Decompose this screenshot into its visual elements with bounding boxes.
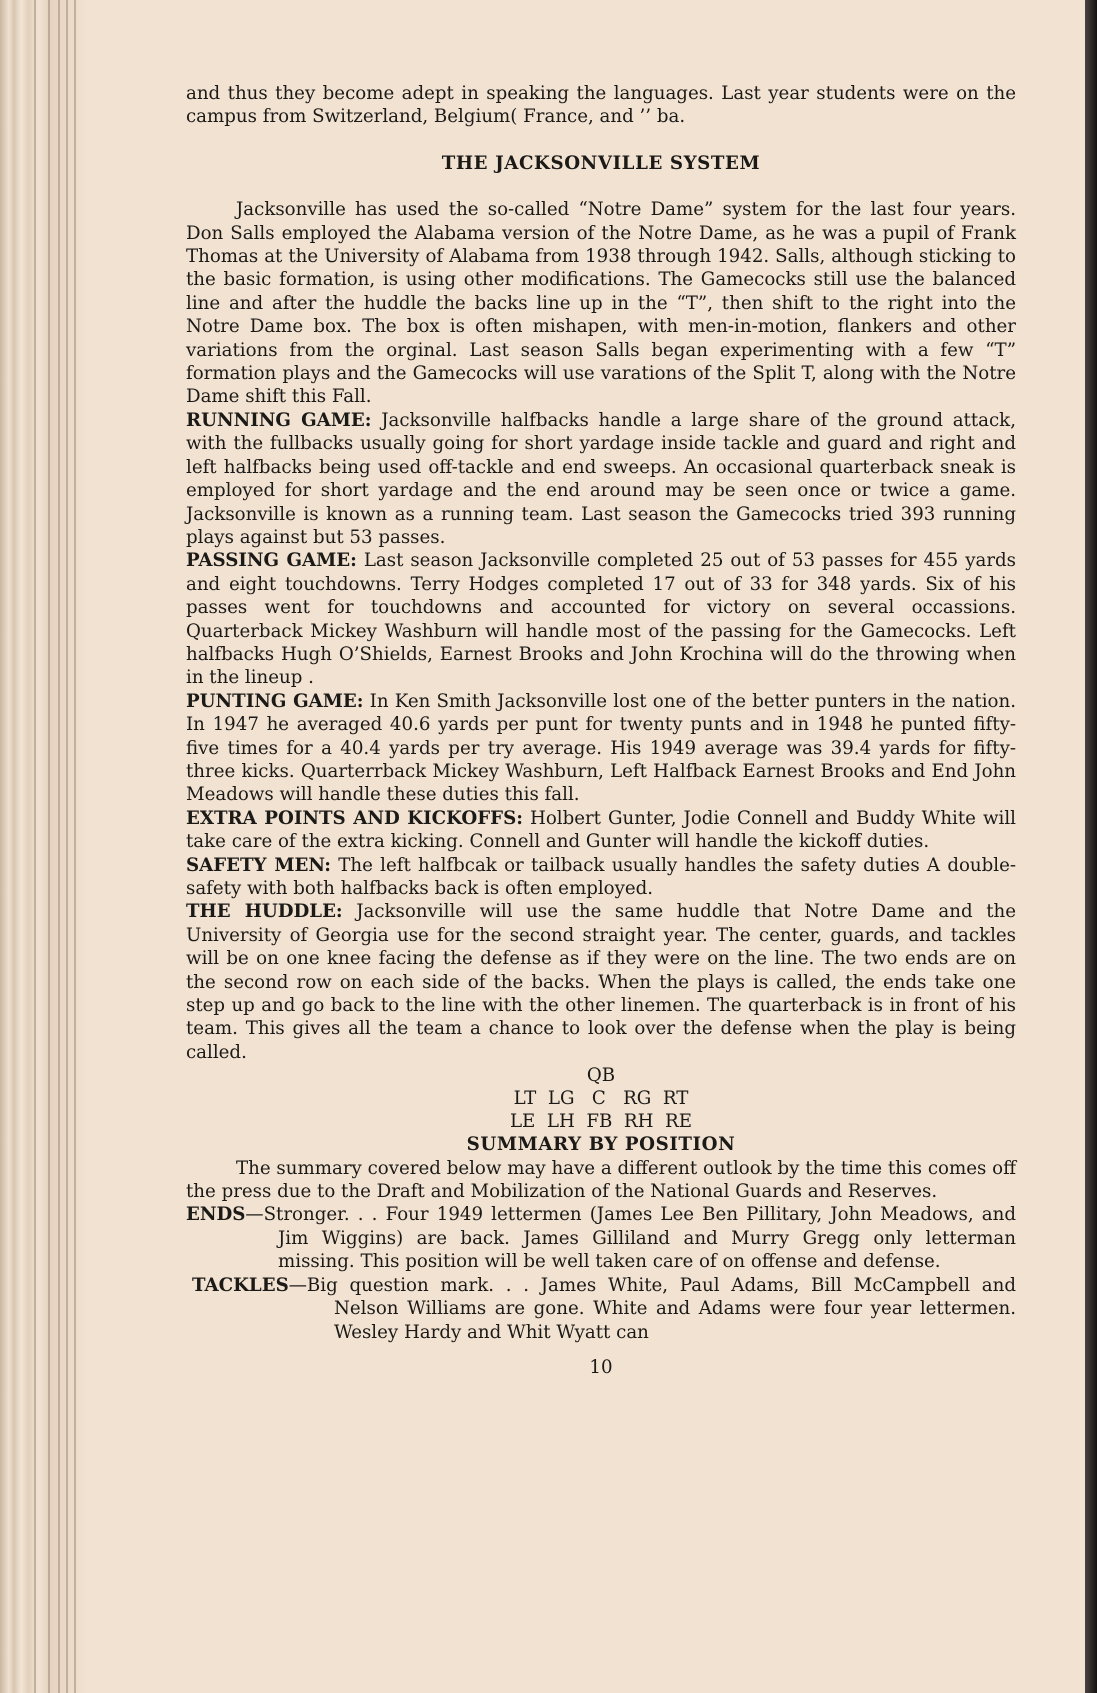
passing-game-text: Last season Jacksonville completed 25 out of 53 passes for 455 yards and eight touchdowns. Terry Hodges completed 17 out of 33 for 348 yards. Six of his passes went for touchdowns and accounted for victory on several occassions. Quarterback Mickey Washburn will handle most of the passing for the Gamecocks. Left halfbacks Hugh O’Shields, Earnest Brooks and John Krochina will do the throwing when in the lineup . — [186, 550, 1016, 689]
punting-game-paragraph — [186, 690, 1016, 807]
extra-points-heading: EXTRA POINTS AND KICKOFFS: — [186, 807, 523, 829]
scan-shadow-edge — [1085, 0, 1097, 1693]
tackles-heading: TACKLES — [192, 1274, 289, 1296]
ends-paragraph — [186, 1203, 1016, 1273]
punting-game-heading: PUNTING GAME: — [186, 690, 364, 712]
page-number: 10 — [589, 1356, 613, 1378]
section-title: THE JACKSONVILLE SYSTEM — [441, 152, 761, 174]
running-game-text: Jacksonville halfbacks handle a large share of the ground attack, with the fullbacks usually going for short yardage inside tackle and guard and right and left halfbacks being used off-tackle and end sweeps. An occasional quarterback sneak is employed for short yardage and the end around may be seen once or twice a game. Jacksonville is known as a running team. Last season the Gamecocks tried 393 running plays against but 53 passes. — [186, 409, 1016, 548]
huddle-heading: THE HUDDLE: — [186, 901, 343, 923]
running-game-heading: RUNNING GAME: — [186, 409, 372, 431]
ends-heading: ENDS — [186, 1204, 246, 1226]
page-binding-edge — [0, 0, 88, 1693]
system-paragraph: Jacksonville has used the so-called “Notre Dame” system for the last four years. Don Salls employed the Alabama version of the Notre Dame, as he was a pupil of Frank Thomas at the University of Alabama from 1938 through 1942. Salls, although sticking to the basic formation, is using other modifications. The Gamecocks still use the balanced line and after the huddle the backs line up in the “T”, then shift to the right into the Notre Dame box. The box is often mishapen, with men-in-motion, flankers and other variations from the orginal. Last season Salls began experimenting with a few “T” formation plays and the Gamecocks will use varations of the Split T, along with the Notre Dame shift this Fall. — [186, 199, 1016, 408]
extra-points-paragraph — [186, 807, 1016, 854]
running-game-paragraph — [186, 409, 1016, 549]
huddle-text: Jacksonville will use the same huddle that Notre Dame and the University of Georgia use for the second straight year. The center, guards, and tackles will be on one knee facing the defense as if they were on the line. The two ends are on the second row on each side of the backs. When the plays is called, the ends take one step up and go back to the line with the other linemen. The quarterback is in front of his team. This gives all the team a chance to look over the defense when the play is being called. — [186, 901, 1016, 1063]
tackles-text: —Big question mark. . . James White, Paul Adams, Bill McCampbell and Nelson Williams are gone. White and Adams were four year lettermen. Wesley Hardy and Whit Wyatt can — [288, 1274, 1016, 1343]
passing-game-heading: PASSING GAME: — [186, 550, 357, 572]
safety-men-heading: SAFETY MEN: — [186, 854, 332, 876]
formation-row-line: LT LG C RG RT — [513, 1088, 689, 1110]
huddle-formation — [186, 1064, 1016, 1133]
formation-row-backs: LE LH FB RH RE — [509, 1111, 693, 1133]
punting-game-text: In Ken Smith Jacksonville lost one of the better punters in the nation. In 1947 he averaged 40.6 yards per punt for twenty punts and in 1948 he punted fifty-five times for a 40.4 yards per try average. His 1949 average was 39.4 yards for fifty-three kicks. Quarterrback Mickey Washburn, Left Halfback Earnest Brooks and End John Meadows will handle these duties this fall. — [186, 690, 1016, 806]
intro-paragraph: and thus they become adept in speaking the languages. Last year students were on the campus from Switzerland, Belgium( France, and ’’ ba. — [186, 83, 1016, 128]
page-text — [186, 82, 1016, 1379]
safety-men-text: The left halfbcak or tailback usually handles the safety duties A double-safety with both halfbacks back is often employed. — [186, 854, 1016, 899]
safety-men-paragraph — [186, 854, 1016, 901]
summary-intro: The summary covered below may have a different outlook by the time this comes off the press due to the Draft and Mobilization of the National Guards and Reserves. — [186, 1157, 1016, 1203]
summary-title: SUMMARY BY POSITION — [466, 1134, 736, 1156]
ends-text: —Stronger. . . Four 1949 lettermen (James Lee Ben Pillitary, John Meadows, and Jim Wiggins) are back. James Gilliland and Murry Gregg only letterman missing. This position will be well taken care of on offense and defense. — [245, 1204, 1016, 1273]
extra-points-text: Holbert Gunter, Jodie Connell and Buddy White will take care of the extra kicking. Connell and Gunter will handle the kickoff duties. — [186, 807, 1016, 853]
formation-row-qb: QB — [586, 1065, 616, 1087]
huddle-paragraph — [186, 900, 1016, 1064]
passing-game-paragraph — [186, 549, 1016, 689]
tackles-paragraph — [186, 1274, 1016, 1344]
